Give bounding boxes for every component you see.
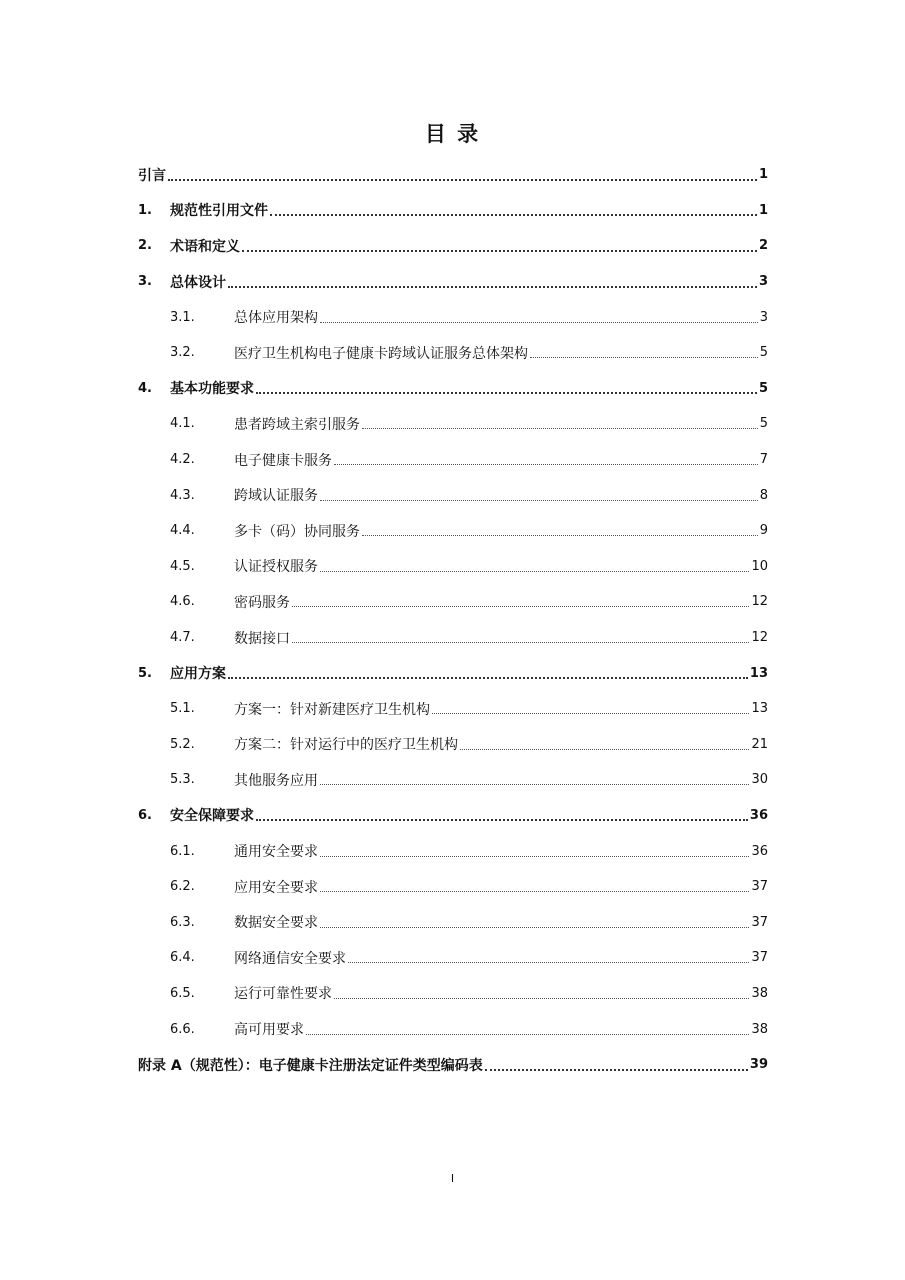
toc-entry-page: 39 [749, 1057, 768, 1073]
toc-entry[interactable] [138, 299, 768, 335]
toc-entry-label: 规范性引用文件 [170, 203, 268, 220]
toc-entry[interactable] [138, 1047, 768, 1083]
toc-entry-page: 2 [758, 238, 768, 254]
toc-dot-leader [530, 357, 758, 358]
toc-entry[interactable] [138, 442, 768, 478]
toc-entry-number: 4.6. [170, 594, 195, 610]
toc-entry-page: 12 [751, 630, 768, 646]
toc-entry-page: 13 [749, 665, 768, 681]
toc-entry[interactable] [138, 620, 768, 656]
toc-dot-leader [270, 214, 757, 216]
toc-dot-leader [292, 606, 749, 607]
toc-entry-label: 其他服务应用 [234, 772, 318, 789]
toc-entry-label: 高可用要求 [234, 1022, 304, 1039]
toc-entry-page: 36 [751, 843, 768, 859]
toc-entry-label: 网络通信安全要求 [234, 950, 346, 967]
toc-dot-leader [362, 535, 758, 536]
toc-entry-label: 通用安全要求 [234, 844, 318, 861]
toc-entry-number: 5.1. [170, 701, 195, 717]
toc-entry[interactable] [138, 798, 768, 834]
toc-entry-number: 6.1. [170, 843, 195, 859]
toc-dot-leader [256, 392, 757, 394]
toc-dot-leader [228, 286, 757, 288]
toc-entry-page: 7 [759, 452, 768, 468]
toc-entry[interactable] [138, 549, 768, 585]
toc-entry-page: 13 [751, 701, 768, 717]
toc-entry[interactable] [138, 940, 768, 976]
toc-entry-page: 5 [759, 345, 768, 361]
toc-entry[interactable] [138, 869, 768, 905]
toc-dot-leader [362, 428, 758, 429]
toc-entry-number: 6.4. [170, 950, 195, 966]
toc-entry-page: 30 [751, 772, 768, 788]
toc-entry-page: 9 [759, 523, 768, 539]
toc-entry[interactable] [138, 691, 768, 727]
toc-entry-label: 患者跨域主索引服务 [234, 416, 360, 433]
toc-entry-label: 应用安全要求 [234, 879, 318, 896]
toc-entry[interactable] [138, 1011, 768, 1047]
toc-entry-number: 6. [138, 807, 152, 823]
toc-entry-page: 38 [751, 985, 768, 1001]
toc-entry-label: 跨域认证服务 [234, 488, 318, 505]
toc-entry[interactable] [138, 976, 768, 1012]
toc-dot-leader [242, 250, 757, 252]
toc-entry-label: 方案一：针对新建医疗卫生机构 [234, 701, 430, 718]
toc-entry-page: 5 [758, 380, 768, 396]
toc-entry-page: 37 [751, 879, 768, 895]
toc-entry-label: 密码服务 [234, 594, 290, 611]
toc-entry-number: 5.3. [170, 772, 195, 788]
toc-entry-page: 3 [758, 274, 768, 290]
toc-entry-label: 术语和定义 [170, 238, 240, 255]
toc-entry-page: 1 [758, 202, 768, 218]
toc-dot-leader [320, 571, 749, 572]
toc-entry-number: 3.1. [170, 309, 195, 325]
toc-entry-number: 4.5. [170, 558, 195, 574]
toc-entry[interactable] [138, 264, 768, 300]
toc-entry-page: 5 [759, 416, 768, 432]
toc-entry[interactable] [138, 193, 768, 229]
toc-entry-page: 12 [751, 594, 768, 610]
toc-entry-page: 37 [751, 914, 768, 930]
toc-entry-number: 4.1. [170, 416, 195, 432]
toc-entry-page: 8 [759, 487, 768, 503]
toc-entry-page: 37 [751, 950, 768, 966]
toc-dot-leader [306, 1034, 749, 1035]
toc-dot-leader [320, 927, 749, 928]
page-title: 目 录 [424, 122, 481, 146]
toc-entry-page: 38 [751, 1021, 768, 1037]
toc-entry[interactable] [138, 228, 768, 264]
toc-dot-leader [334, 464, 758, 465]
toc-entry-label: 附录 A（规范性）：电子健康卡注册法定证件类型编码表 [138, 1057, 483, 1074]
toc-entry-label: 多卡（码）协同服务 [234, 523, 360, 540]
toc-entry-number: 4.3. [170, 487, 195, 503]
toc-dot-leader [256, 819, 748, 821]
toc-entry[interactable] [138, 335, 768, 371]
toc-entry-number: 3.2. [170, 345, 195, 361]
toc-entry[interactable] [138, 406, 768, 442]
toc-entry-number: 6.5. [170, 985, 195, 1001]
toc-entry[interactable] [138, 655, 768, 691]
toc-dot-leader [485, 1069, 748, 1071]
toc-entry[interactable] [138, 727, 768, 763]
toc-entry-label: 安全保障要求 [170, 808, 254, 825]
toc-entry-label: 电子健康卡服务 [234, 452, 332, 469]
toc-entry[interactable] [138, 584, 768, 620]
table-of-contents [138, 157, 768, 1082]
toc-entry-number: 2. [138, 238, 152, 254]
toc-entry[interactable] [138, 833, 768, 869]
toc-dot-leader [292, 642, 749, 643]
toc-entry-number: 6.2. [170, 879, 195, 895]
toc-entry-number: 5.2. [170, 736, 195, 752]
toc-dot-leader [320, 856, 749, 857]
toc-entry[interactable] [138, 157, 768, 193]
toc-entry-label: 运行可靠性要求 [234, 986, 332, 1003]
toc-entry-number: 4.4. [170, 523, 195, 539]
toc-entry-label: 应用方案 [170, 666, 226, 683]
toc-entry-number: 5. [138, 665, 152, 681]
toc-entry[interactable] [138, 513, 768, 549]
toc-entry-number: 4.7. [170, 630, 195, 646]
toc-entry-number: 3. [138, 274, 152, 290]
toc-entry-page: 1 [758, 167, 768, 183]
toc-entry-label: 引言 [138, 167, 166, 184]
toc-entry-label: 数据安全要求 [234, 915, 318, 932]
toc-entry-label: 医疗卫生机构电子健康卡跨域认证服务总体架构 [234, 345, 528, 362]
toc-entry-label: 方案二：针对运行中的医疗卫生机构 [234, 737, 458, 754]
toc-entry-page: 36 [749, 807, 768, 823]
toc-dot-leader [320, 891, 749, 892]
toc-dot-leader [168, 179, 757, 181]
toc-dot-leader [432, 713, 749, 714]
toc-entry[interactable] [138, 371, 768, 407]
toc-dot-leader [320, 784, 749, 785]
toc-entry-label: 认证授权服务 [234, 559, 318, 576]
toc-entry-label: 基本功能要求 [170, 381, 254, 398]
toc-entry-number: 6.3. [170, 914, 195, 930]
toc-entry-number: 6.6. [170, 1021, 195, 1037]
page-number: I [450, 1172, 455, 1185]
toc-entry-number: 1. [138, 202, 152, 218]
toc-entry-label: 总体应用架构 [234, 310, 318, 327]
toc-entry-number: 4. [138, 380, 152, 396]
toc-entry-page: 10 [751, 558, 768, 574]
toc-dot-leader [320, 322, 758, 323]
toc-entry-number: 4.2. [170, 452, 195, 468]
toc-entry[interactable] [138, 904, 768, 940]
toc-dot-leader [228, 677, 748, 679]
toc-entry[interactable] [138, 477, 768, 513]
toc-dot-leader [348, 962, 749, 963]
toc-dot-leader [320, 500, 758, 501]
toc-entry[interactable] [138, 762, 768, 798]
toc-entry-label: 数据接口 [234, 630, 290, 647]
toc-dot-leader [334, 998, 749, 999]
toc-dot-leader [460, 749, 749, 750]
toc-entry-label: 总体设计 [170, 274, 226, 291]
toc-entry-page: 3 [759, 309, 768, 325]
toc-entry-page: 21 [751, 736, 768, 752]
